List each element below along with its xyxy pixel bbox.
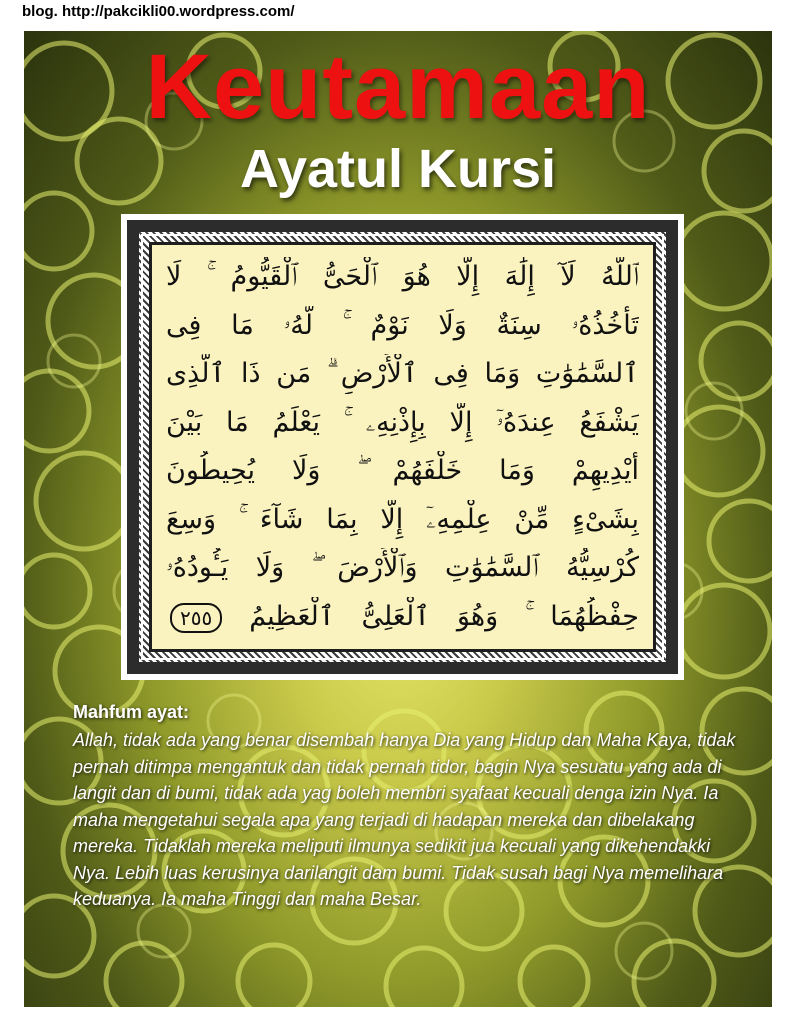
verse-line-text: حِفْظُهُمَا ۚ وَهُوَ ٱلْعَلِىُّ ٱلْعَظِيمُ [249, 600, 639, 632]
verse-number-badge: ٢٥٥ [170, 603, 222, 633]
verse-frame [121, 214, 684, 680]
verse-line: ٱللَّهُ لَآ إِلَٰهَ إِلَّا هُوَ ٱلْحَىُّ ٱلْقَيُّومُ ۚ لَا [166, 261, 639, 293]
verse-line: يَشْفَعُ عِندَهُۥٓ إِلَّا بِإِذْنِهِۦ ۚ يَعْلَمُ مَا بَيْنَ [166, 406, 639, 438]
poster [24, 31, 772, 1007]
ornamental-border [127, 220, 678, 674]
poster-title: Keutamaan [145, 36, 651, 138]
poster-subtitle: Ayatul Kursi [239, 139, 557, 199]
verse-line: تَأْخُذُهُۥ سِنَةٌ وَلَا نَوْمٌ ۚ لَّهُۥ مَا فِى [166, 309, 639, 341]
verse-line: أَيْدِيهِمْ وَمَا خَلْفَهُمْ ۖ وَلَا يُحِيطُونَ [166, 455, 639, 487]
verse-line: ٱلسَّمَٰوَٰتِ وَمَا فِى ٱلْأَرْضِ ۗ مَن ذَا ٱلَّذِى [166, 358, 639, 390]
verse-line: كُرْسِيُّهُ ٱلسَّمَٰوَٰتِ وَٱلْأَرْضَ ۖ وَلَا يَـُٔودُهُۥ [166, 552, 639, 584]
verse-panel [149, 242, 656, 652]
mahfum-heading: Mahfum ayat: [73, 702, 190, 722]
blog-url[interactable]: blog. http://pakcikli00.wordpress.com/ [22, 3, 295, 20]
verse-line-last [166, 597, 639, 637]
mahfum-body: Allah, tidak ada yang benar disembah hanya Dia yang Hidup dan Maha Kaya, tidak pernah ditimpa mengantuk dan tidak pernah tidor, bagin Nya sesuatu yang ada di langit dan di bumi, tidak ada yag boleh membri syafaat kecuali denga izin Nya. Ia maha mengetahui segala apa yang terjadi di hadapan mereka dan dibelakang mereka. Tidaklah mereka meliputi ilmunya sedikit jua kecuali yang dikehendakki Nya. Lebih luas kerusinya darilangit dam bumi. Tidak susah bagi Nya memelihara keduanya. Ia maha Tinggi dan maha Besar. [73, 730, 736, 909]
verse-line: بِشَىْءٍ مِّنْ عِلْمِهِۦٓ إِلَّا بِمَا شَآءَ ۚ وَسِعَ [166, 503, 639, 535]
